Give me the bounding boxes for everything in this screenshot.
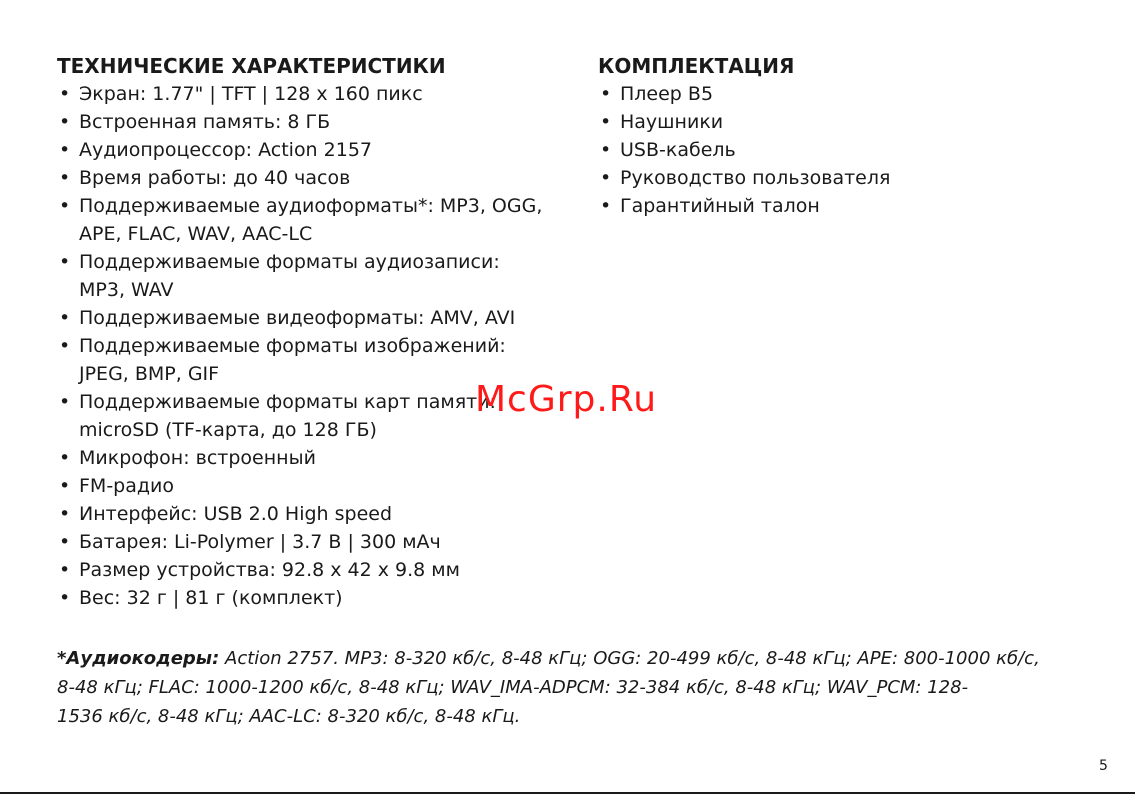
spec-item: [57, 108, 557, 136]
spec-item: [57, 556, 557, 584]
watermark: McGrp.Ru: [475, 379, 658, 420]
kit-item: • Плеер B5: [598, 80, 998, 108]
footnote-line-1-text: Action 2757. MP3: 8-320 кб/с, 8-48 кГц; OGG: 20-499 кб/с, 8-48 кГц; APE: 800-1000 кб/с,: [219, 648, 1040, 669]
spec-item-text: • Интерфейс: USB 2.0 High speed: [79, 503, 393, 525]
footnote-lead: *Аудиокодеры:: [57, 648, 220, 669]
spec-item: [57, 500, 557, 528]
spec-item: [57, 528, 557, 556]
footnote-line-3: 1536 кб/с, 8-48 кГц; AAC-LC: 8-320 кб/с, 8-48 кГц.: [57, 706, 521, 727]
bottom-rule: [0, 792, 1135, 794]
kit-heading: КОМПЛЕКТАЦИЯ: [598, 54, 795, 78]
spec-item: [57, 584, 557, 612]
specs-section: [57, 52, 557, 612]
audio-codecs-footnote: [57, 644, 1067, 731]
kit-section: [598, 52, 998, 220]
spec-item-text: MP3, WAV: [79, 279, 174, 301]
spec-item-text: • Время работы: до 40 часов: [79, 167, 351, 189]
spec-item-text: • Поддерживаемые форматы изображений:: [79, 335, 506, 357]
spec-item: [57, 80, 557, 108]
spec-item: [57, 136, 557, 164]
spec-item-text: APE, FLAC, WAV, AAC-LC: [79, 223, 313, 245]
page-number: 5: [1099, 758, 1108, 774]
spec-item-text: • Размер устройства: 92.8 x 42 x 9.8 мм: [79, 559, 460, 581]
kit-item: • Руководство пользователя: [598, 164, 998, 192]
spec-item-text: • Вес: 32 г | 81 г (комплект): [79, 587, 343, 609]
spec-item: [57, 444, 557, 472]
kit-item: • USB-кабель: [598, 136, 998, 164]
spec-item-text: • Встроенная память: 8 ГБ: [79, 111, 331, 133]
spec-item-text: • FM-радио: [79, 475, 174, 497]
spec-item-text: • Аудиопроцессор: Action 2157: [79, 139, 372, 161]
spec-item-text: • Поддерживаемые форматы карт памяти:: [79, 391, 496, 413]
spec-item: [57, 304, 557, 332]
spec-item-text: • Батарея: Li-Polymer | 3.7 В | 300 мАч: [79, 531, 441, 553]
kit-list: [598, 80, 998, 220]
kit-item: • Гарантийный талон: [598, 192, 998, 220]
spec-item-text: • Поддерживаемые аудиоформаты*: MP3, OGG,: [79, 195, 543, 217]
footnote-line-1: [57, 644, 1067, 673]
footnote-line-2: 8-48 кГц; FLAC: 1000-1200 кб/с, 8-48 кГц; WAV_IMA-ADPCM: 32-384 кб/с, 8-48 кГц; WAV_PCM: 128-: [57, 677, 969, 698]
specs-list: [57, 80, 557, 612]
spec-item: [57, 164, 557, 192]
spec-item-text: microSD (TF-карта, до 128 ГБ): [79, 419, 377, 441]
kit-item: • Наушники: [598, 108, 998, 136]
spec-item-text: • Микрофон: встроенный: [79, 447, 316, 469]
spec-item: [57, 472, 557, 500]
spec-item: [57, 248, 557, 304]
spec-item-text: • Экран: 1.77" | TFT | 128 x 160 пикс: [79, 83, 423, 105]
spec-item-text: • Поддерживаемые форматы аудиозаписи:: [79, 251, 500, 273]
specs-heading: ТЕХНИЧЕСКИЕ ХАРАКТЕРИСТИКИ: [57, 54, 446, 78]
spec-item-text: JPEG, BMP, GIF: [79, 363, 220, 385]
spec-item-text: • Поддерживаемые видеоформаты: AMV, AVI: [79, 307, 516, 329]
spec-item: [57, 192, 557, 248]
